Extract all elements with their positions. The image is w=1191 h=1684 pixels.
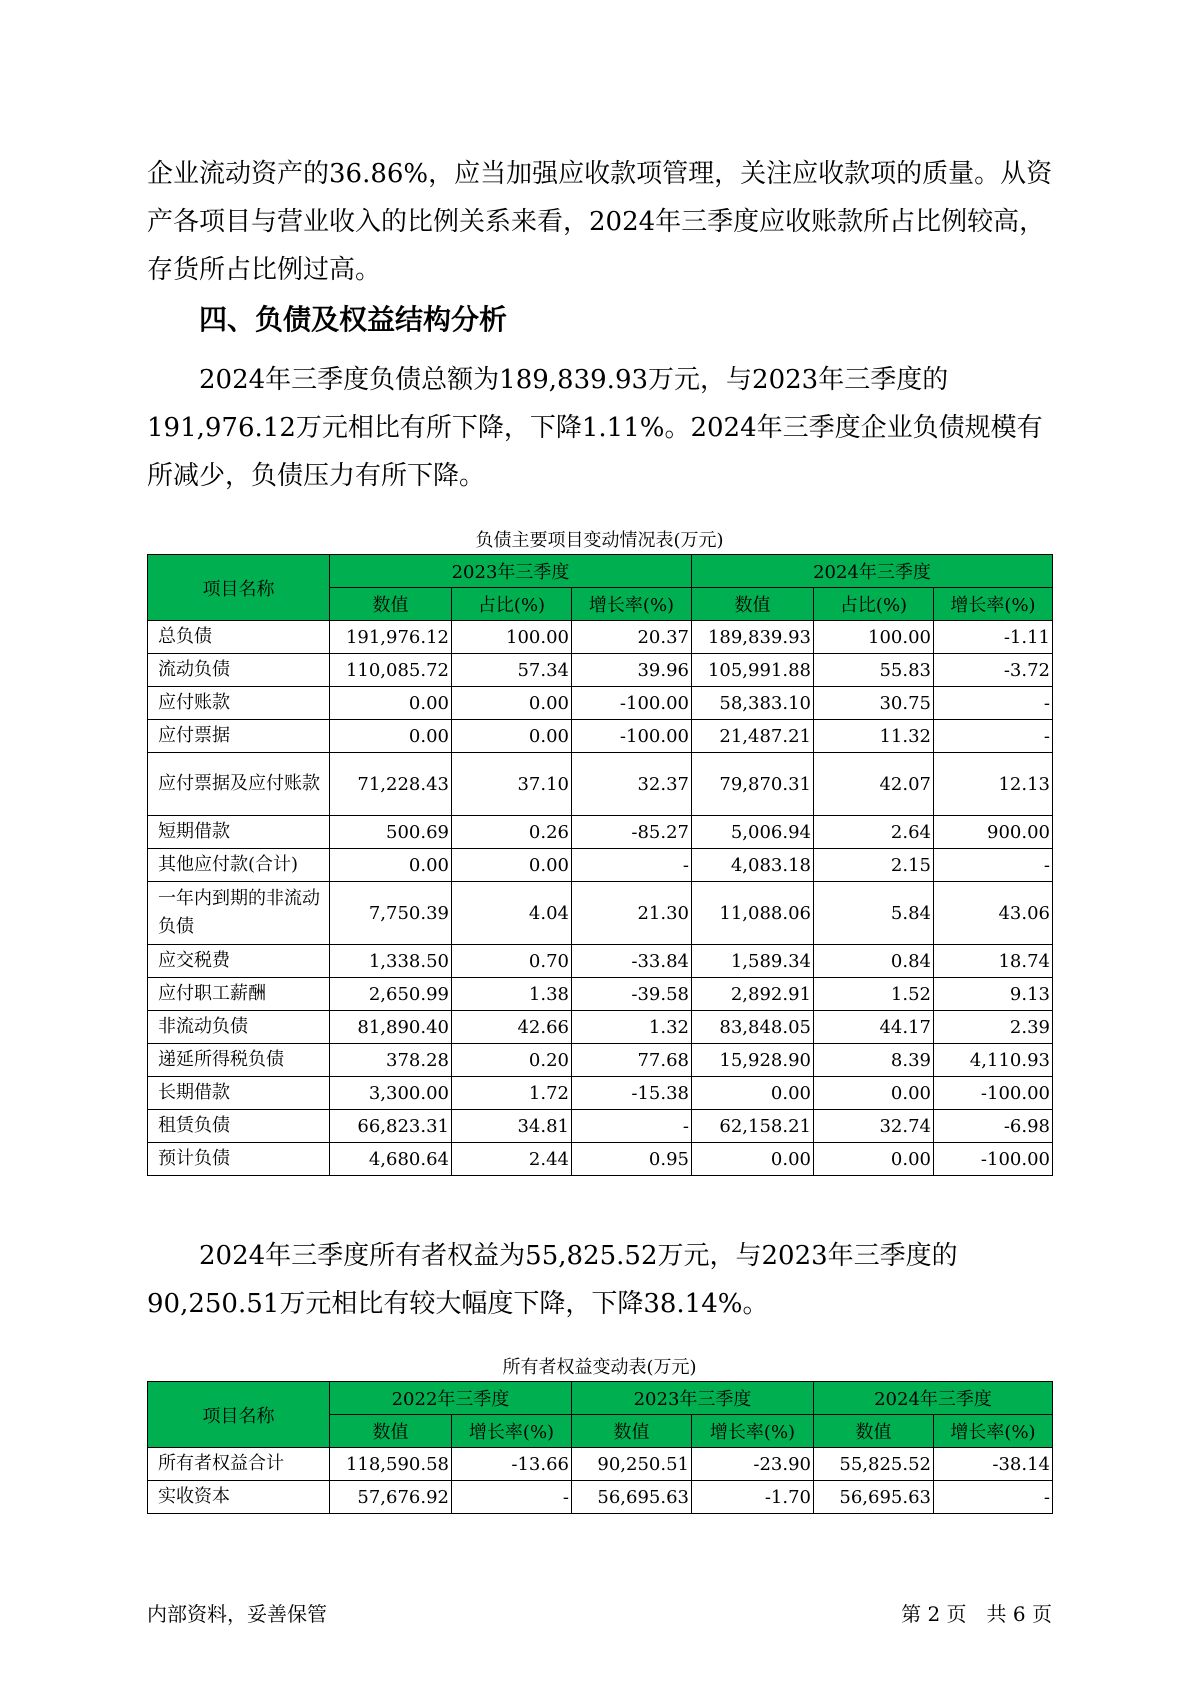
table-cell: 0.00 [330, 687, 452, 720]
table-cell: 378.28 [330, 1044, 452, 1077]
table-cell: - [572, 849, 692, 882]
table-cell: 0.84 [814, 945, 934, 978]
table-cell: 191,976.12 [330, 621, 452, 654]
row-item-name: 实收资本 [148, 1481, 330, 1514]
table-cell: 4,680.64 [330, 1143, 452, 1176]
row-item-name: 应付职工薪酬 [148, 978, 330, 1011]
table-cell: 66,823.31 [330, 1110, 452, 1143]
row-item-name: 流动负债 [148, 654, 330, 687]
table-cell: 43.06 [934, 882, 1053, 945]
table-cell: -100.00 [572, 687, 692, 720]
column-header: 占比(%) [814, 588, 934, 621]
paragraph-liabilities: 2024年三季度负债总额为189,839.93万元，与2023年三季度的191,976.12万元相比有所下降，下降1.11%。2024年三季度企业负债规模有所减少，负债压力有所下降。 [147, 365, 1043, 491]
table-row [148, 1143, 1053, 1176]
column-header: 增长率(%) [452, 1415, 572, 1448]
liability-table [147, 554, 1053, 1176]
table-cell: 58,383.10 [692, 687, 814, 720]
table-cell: - [452, 1481, 572, 1514]
table-cell: -100.00 [934, 1077, 1053, 1110]
table-cell: 2.44 [452, 1143, 572, 1176]
liability-table-caption: 负债主要项目变动情况表(万元) [475, 530, 724, 551]
period-header-2023: 2023年三季度 [572, 1382, 814, 1415]
table-cell: 90,250.51 [572, 1448, 692, 1481]
table-cell: -15.38 [572, 1077, 692, 1110]
row-item-name: 长期借款 [148, 1077, 330, 1110]
table-cell: 500.69 [330, 816, 452, 849]
table-cell: 39.96 [572, 654, 692, 687]
table-row [148, 1110, 1053, 1143]
table-cell: 56,695.63 [814, 1481, 934, 1514]
paragraph-receivables: 企业流动资产的36.86%，应当加强应收款项管理，关注应收款项的质量。从资产各项目与营业收入的比例关系来看，2024年三季度应收账款所占比例较高，存货所占比例过高。 [147, 159, 1053, 285]
table-cell: 4,083.18 [692, 849, 814, 882]
table-cell: 2.39 [934, 1011, 1053, 1044]
table-cell: 0.00 [330, 720, 452, 753]
table-cell: 42.66 [452, 1011, 572, 1044]
table-cell: 79,870.31 [692, 753, 814, 816]
table-cell: 2,892.91 [692, 978, 814, 1011]
table-cell: 5,006.94 [692, 816, 814, 849]
table-cell: 18.74 [934, 945, 1053, 978]
period-header-2022: 2022年三季度 [330, 1382, 572, 1415]
column-header-item-name: 项目名称 [148, 555, 330, 621]
table-cell: -39.58 [572, 978, 692, 1011]
period-header-2023: 2023年三季度 [330, 555, 692, 588]
table-cell: 71,228.43 [330, 753, 452, 816]
table-cell: 12.13 [934, 753, 1053, 816]
table-cell: 3,300.00 [330, 1077, 452, 1110]
row-item-name: 应交税费 [148, 945, 330, 978]
period-header-2024: 2024年三季度 [692, 555, 1053, 588]
table-cell: 118,590.58 [330, 1448, 452, 1481]
table-cell: 44.17 [814, 1011, 934, 1044]
table-cell: 0.20 [452, 1044, 572, 1077]
table-cell: 56,695.63 [572, 1481, 692, 1514]
table-cell: -38.14 [934, 1448, 1053, 1481]
row-item-name: 递延所得税负债 [148, 1044, 330, 1077]
period-header-2024: 2024年三季度 [814, 1382, 1053, 1415]
table-row [148, 1044, 1053, 1077]
table-cell: -100.00 [572, 720, 692, 753]
row-item-name: 非流动负债 [148, 1011, 330, 1044]
row-item-name: 租赁负债 [148, 1110, 330, 1143]
table-cell: 21,487.21 [692, 720, 814, 753]
column-header: 数值 [572, 1415, 692, 1448]
column-header: 增长率(%) [692, 1415, 814, 1448]
row-item-name: 其他应付款(合计) [148, 849, 330, 882]
table-cell: 62,158.21 [692, 1110, 814, 1143]
table-cell: 0.00 [814, 1077, 934, 1110]
table-cell: 9.13 [934, 978, 1053, 1011]
table-cell: 1.32 [572, 1011, 692, 1044]
row-item-name: 总负债 [148, 621, 330, 654]
table-cell: 1,338.50 [330, 945, 452, 978]
row-item-name: 预计负债 [148, 1143, 330, 1176]
table-row [148, 849, 1053, 882]
row-item-name: 应付票据及应付账款 [148, 753, 330, 816]
table-cell: 0.00 [452, 849, 572, 882]
table-cell: 11.32 [814, 720, 934, 753]
table-cell: 20.37 [572, 621, 692, 654]
table-cell: 2.64 [814, 816, 934, 849]
table-row [148, 978, 1053, 1011]
table-row [148, 1011, 1053, 1044]
paragraph-equity: 2024年三季度所有者权益为55,825.52万元，与2023年三季度的90,250.51万元相比有较大幅度下降，下降38.14%。 [147, 1241, 958, 1319]
table-cell: 2.15 [814, 849, 934, 882]
table-cell: 2,650.99 [330, 978, 452, 1011]
table-cell: 0.00 [692, 1143, 814, 1176]
column-header: 占比(%) [452, 588, 572, 621]
table-row [148, 654, 1053, 687]
row-item-name: 应付票据 [148, 720, 330, 753]
table-cell: 4,110.93 [934, 1044, 1053, 1077]
table-row [148, 753, 1053, 816]
table-cell: 81,890.40 [330, 1011, 452, 1044]
table-cell: 30.75 [814, 687, 934, 720]
equity-table-caption: 所有者权益变动表(万元) [502, 1357, 697, 1378]
table-cell: 7,750.39 [330, 882, 452, 945]
column-header: 增长率(%) [934, 1415, 1053, 1448]
table-row [148, 1448, 1053, 1481]
table-cell: 57.34 [452, 654, 572, 687]
table-cell: 32.37 [572, 753, 692, 816]
table-cell: 5.84 [814, 882, 934, 945]
table-cell: 900.00 [934, 816, 1053, 849]
table-cell: -1.70 [692, 1481, 814, 1514]
row-item-name: 短期借款 [148, 816, 330, 849]
table-cell: 0.00 [452, 687, 572, 720]
table-row [148, 687, 1053, 720]
equity-table [147, 1381, 1053, 1514]
table-cell: 11,088.06 [692, 882, 814, 945]
table-row [148, 720, 1053, 753]
table-row [148, 816, 1053, 849]
table-cell: 8.39 [814, 1044, 934, 1077]
table-cell: -33.84 [572, 945, 692, 978]
table-cell: 0.00 [330, 849, 452, 882]
table-cell: - [934, 849, 1053, 882]
table-cell: 0.95 [572, 1143, 692, 1176]
column-header: 数值 [692, 588, 814, 621]
table-cell: 1.38 [452, 978, 572, 1011]
footer-page-number: 第 2 页 共 6 页 [901, 1602, 1052, 1626]
column-header: 数值 [330, 1415, 452, 1448]
table-cell: 55.83 [814, 654, 934, 687]
table-cell: 42.07 [814, 753, 934, 816]
table-cell: 100.00 [814, 621, 934, 654]
table-cell: 57,676.92 [330, 1481, 452, 1514]
table-cell: 0.00 [452, 720, 572, 753]
table-cell: 0.26 [452, 816, 572, 849]
column-header: 增长率(%) [934, 588, 1053, 621]
table-cell: 4.04 [452, 882, 572, 945]
table-row [148, 621, 1053, 654]
column-header: 数值 [814, 1415, 934, 1448]
table-cell: - [934, 687, 1053, 720]
table-cell: 0.00 [692, 1077, 814, 1110]
table-cell: 21.30 [572, 882, 692, 945]
row-item-name: 所有者权益合计 [148, 1448, 330, 1481]
table-cell: - [572, 1110, 692, 1143]
table-cell: -6.98 [934, 1110, 1053, 1143]
table-cell: -13.66 [452, 1448, 572, 1481]
table-cell: 15,928.90 [692, 1044, 814, 1077]
column-header: 增长率(%) [572, 588, 692, 621]
table-row [148, 882, 1053, 945]
table-cell: 55,825.52 [814, 1448, 934, 1481]
table-cell: 37.10 [452, 753, 572, 816]
section-heading: 四、负债及权益结构分析 [199, 303, 508, 336]
table-cell: 1.52 [814, 978, 934, 1011]
table-cell: 32.74 [814, 1110, 934, 1143]
table-cell: - [934, 1481, 1053, 1514]
table-cell: 189,839.93 [692, 621, 814, 654]
column-header-item-name: 项目名称 [148, 1382, 330, 1448]
column-header: 数值 [330, 588, 452, 621]
table-cell: -85.27 [572, 816, 692, 849]
table-cell: 0.00 [814, 1143, 934, 1176]
row-item-name: 应付账款 [148, 687, 330, 720]
table-cell: 0.70 [452, 945, 572, 978]
table-cell: 1.72 [452, 1077, 572, 1110]
row-item-name: 一年内到期的非流动负债 [148, 882, 330, 945]
table-cell: -1.11 [934, 621, 1053, 654]
table-cell: 77.68 [572, 1044, 692, 1077]
table-row [148, 1077, 1053, 1110]
footer-confidential-note: 内部资料，妥善保管 [147, 1602, 327, 1626]
table-row [148, 945, 1053, 978]
table-cell: - [934, 720, 1053, 753]
table-cell: 1,589.34 [692, 945, 814, 978]
table-cell: 34.81 [452, 1110, 572, 1143]
table-cell: 100.00 [452, 621, 572, 654]
table-cell: -100.00 [934, 1143, 1053, 1176]
table-cell: 110,085.72 [330, 654, 452, 687]
table-cell: 83,848.05 [692, 1011, 814, 1044]
table-cell: 105,991.88 [692, 654, 814, 687]
table-row [148, 1481, 1053, 1514]
table-cell: -3.72 [934, 654, 1053, 687]
table-cell: -23.90 [692, 1448, 814, 1481]
